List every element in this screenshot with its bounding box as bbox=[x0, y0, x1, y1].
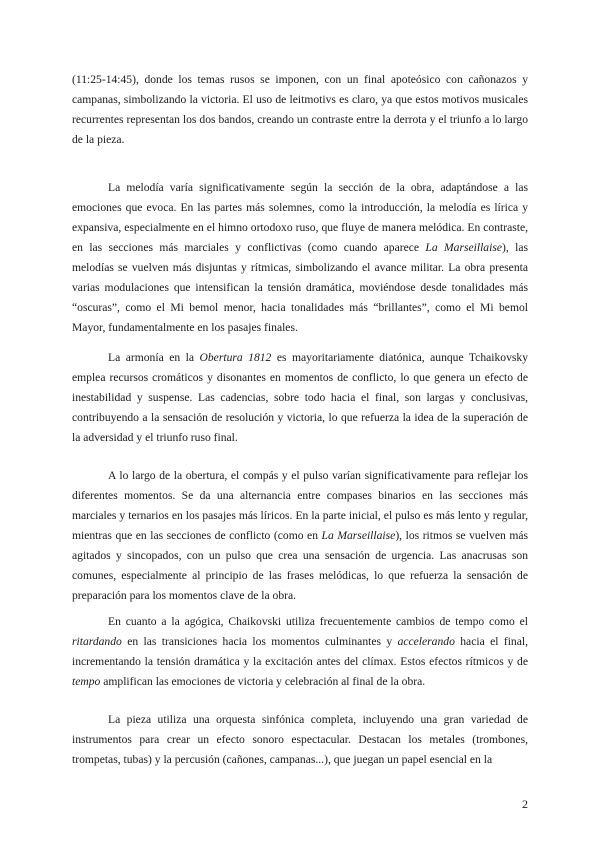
paragraph-agogica bbox=[72, 612, 528, 692]
paragraph-text: (11:25-14:45), donde los temas rusos se imponen, con un final apoteósico con cañonazos y campanas, simbolizando la victoria. El uso de leitmotivs es claro, ya que estos motivos musicales recurrentes representan los dos bandos, creando un contraste entre la derrota y el triunfo a lo largo de la pieza. bbox=[72, 73, 528, 146]
work-title-italic: La Marseillaise bbox=[321, 529, 396, 542]
paragraph-text: ), los ritmos se vuelven más agitados y sincopados, con un pulso que crea una sensación de urgencia. Las anacrusas son comunes, especialmente al principio de las frases melódicas, lo que refuerza la sensación de preparación para los momentos clave de la obra. bbox=[72, 529, 529, 602]
work-title-italic: La Marseillaise bbox=[425, 241, 502, 254]
paragraph-text: es mayoritariamente diatónica, aunque Tchaikovsky emplea recursos cromáticos y disonantes en momentos de conflicto, lo que genera un efecto de inestabilidad y suspense. Las cadencias, sobre todo hacia el final, son largas y conclusivas, contribuyendo a la sensación de resolución y victoria, lo que refuerza la idea de la superación de la adversidad y el triunfo ruso final. bbox=[72, 351, 528, 444]
paragraph-text: ), las melodías se vuelven más disjuntas y rítmicas, simbolizando el avance militar. La obra presenta varias modulaciones que intensifican la tensión dramática, moviéndose desde tonalidades más “oscuras”, como el Mi bemol menor, hacia tonalidades más “brillantes”, como el Mi bemol Mayor, fundamentalmente en los pasajes finales. bbox=[72, 241, 528, 334]
paragraph-text: en las transiciones hacia los momentos culminantes y bbox=[121, 635, 398, 648]
paragraph-orquesta bbox=[72, 710, 528, 770]
paragraph-melodia bbox=[72, 178, 528, 338]
paragraph-armonia bbox=[72, 348, 528, 448]
paragraph-compas-pulso bbox=[72, 466, 528, 606]
term-italic: accelerando bbox=[397, 635, 455, 648]
term-italic: tempo bbox=[72, 675, 101, 688]
paragraph-text: La melodía varía significativamente según la sección de la obra, adaptándose a las emociones que evoca. En las partes más solemnes, como la introducción, la melodía es lírica y expansiva, especialmente en el himno ortodoxo ruso, que fluye de manera melódica. En contraste, en las secciones más marciales y conflictivas (como cuando aparece bbox=[72, 181, 528, 254]
page-number: 2 bbox=[522, 797, 528, 811]
work-title-italic: Obertura 1812 bbox=[199, 351, 272, 364]
paragraph-text: amplifican las emociones de victoria y celebración al final de la obra. bbox=[100, 675, 426, 688]
paragraph-leitmotivs bbox=[72, 70, 528, 150]
paragraph-text: La pieza utiliza una orquesta sinfónica completa, incluyendo una gran variedad de instrumentos para crear un efecto sonoro espectacular. Destacan los metales (trombones, trompetas, tubas) y la percusión (cañones, campanas...), que juegan un papel esencial en la bbox=[72, 713, 528, 766]
paragraph-text: En cuanto a la agógica, Chaikovski utiliza frecuentemente cambios de tempo como el bbox=[108, 615, 528, 628]
paragraph-text: A lo largo de la obertura, el compás y el pulso varían significativamente para reflejar los diferentes momentos. Se da una alternancia entre compases binarios en las secciones más marciales y ternarios en los pasajes más líricos. En la parte inicial, el pulso es más lento y regular, mientras que en las secciones de conflicto (como en bbox=[72, 469, 528, 542]
paragraph-text: La armonía en la bbox=[108, 351, 200, 364]
paragraph-text: hacia el final, incrementando la tensión dramática y la excitación antes del clímax. Estos efectos rítmicos y de bbox=[72, 635, 528, 668]
term-italic: ritardando bbox=[72, 635, 122, 648]
